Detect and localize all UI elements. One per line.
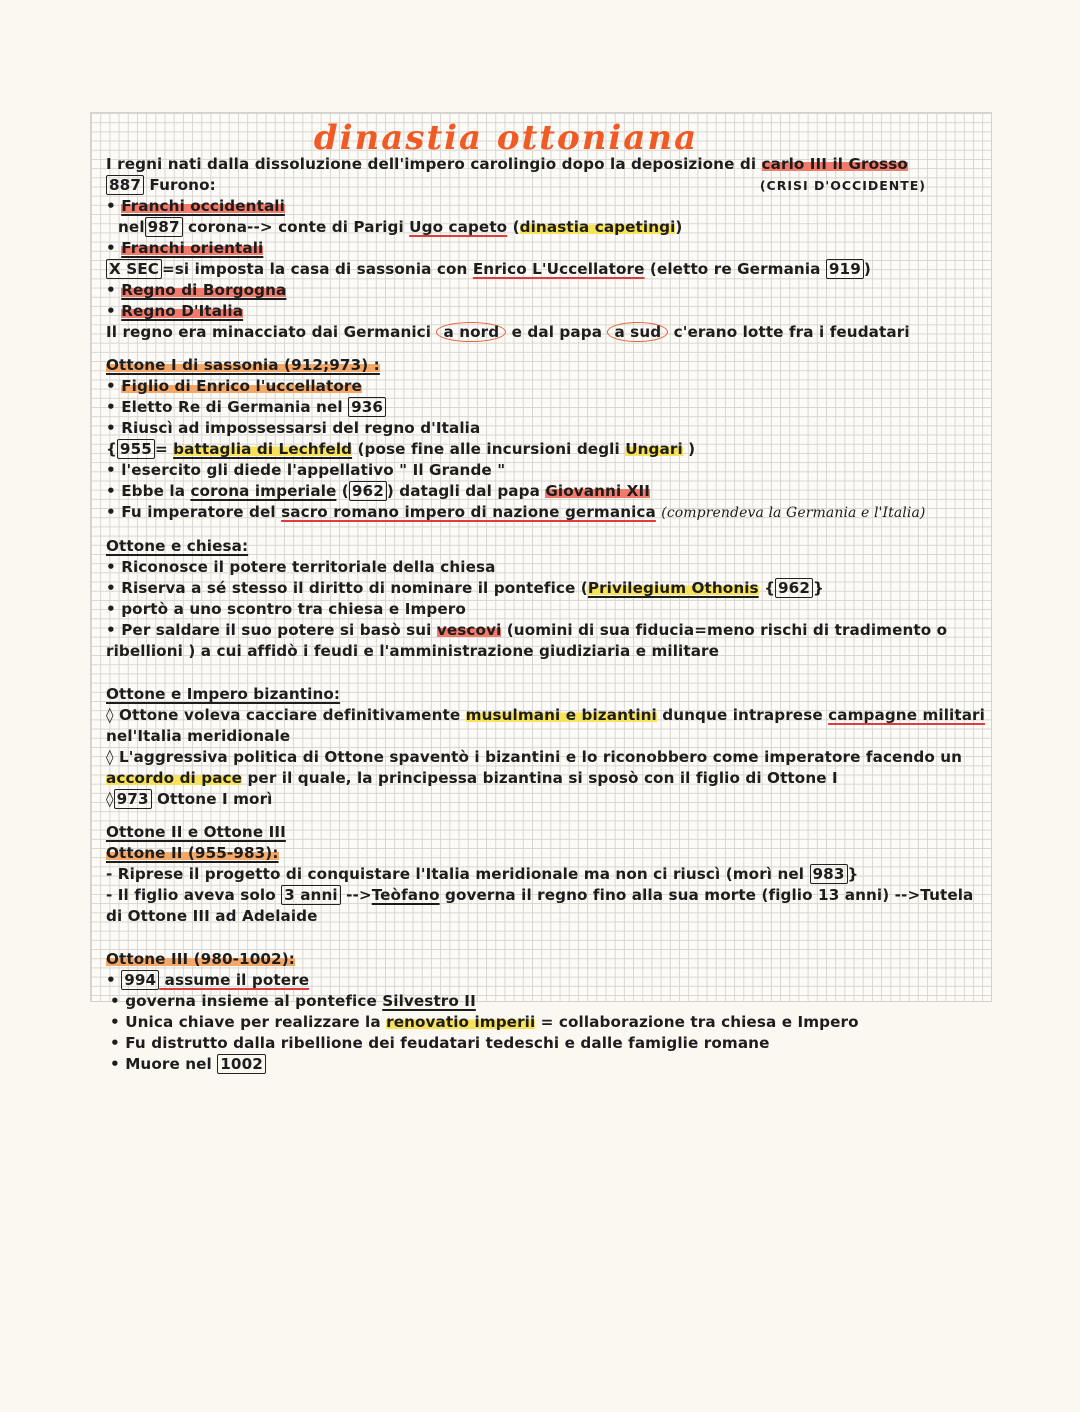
kingdom-1: • Franchi occidentali <box>106 197 285 215</box>
ottone-ii-sub: Ottone II (955-983): <box>106 844 279 862</box>
kingdom-1-detail: nel 987 corona--> conte di Parigi Ugo capeto (dinastia capetingi) <box>118 218 683 236</box>
fu-imperatore: Fu imperatore del <box>121 503 282 521</box>
governa-insieme: governa insieme al pontefice <box>125 992 383 1010</box>
section-ottone-i <box>106 355 986 524</box>
intro-furono: Furono: <box>144 176 216 194</box>
ottone-iii-b1: • 994 assume il potere <box>106 971 310 989</box>
riconosce: Riconosce il potere territoriale della chiesa <box>121 558 496 576</box>
ottone-ii-iii-heading: Ottone II e Ottone III <box>106 823 286 841</box>
year-994: 994 <box>121 970 159 990</box>
teofano: Teòfano <box>371 886 440 904</box>
bizantino-p1 <box>106 705 986 747</box>
year-955: 955 <box>117 439 155 459</box>
ebbe-la: Ebbe la <box>121 482 191 500</box>
notes-page <box>106 118 986 1075</box>
chiesa-heading: Ottone e chiesa: <box>106 537 249 555</box>
chiesa-b4: • Per saldare il suo potere si basò sui vescovi (uomini di sua fiducia=meno rischi di tradimento o ribellioni ) a cui affidò i feudi e l'amministrazione giudiziaria e militare <box>106 621 948 660</box>
pose-fine: (pose fine alle incursioni degli <box>352 440 626 458</box>
bizantino-p3 <box>106 789 986 810</box>
distrutto: Fu distrutto dalla ribellione dei feudatari tedeschi e dalle famiglie romane <box>125 1034 770 1052</box>
principessa: per il quale, la principessa bizantina si sposò con il figlio di Ottone I <box>242 769 838 787</box>
chiesa-b3: • portò a uno scontro tra chiesa e Impero <box>106 600 466 618</box>
franchi-orientali: Franchi orientali <box>121 239 264 257</box>
crisi-note: (CRISI D'OCCIDENTE) <box>759 178 926 193</box>
corona-imperiale: corona imperiale <box>190 482 337 500</box>
dunque: dunque intraprese <box>656 706 829 724</box>
intro-line-1 <box>106 154 986 175</box>
riserva: Riserva a sé stesso il diritto di nominare il pontefice ( <box>121 579 588 597</box>
kingdom-3: • Regno di Borgogna <box>106 281 287 299</box>
campagne-militari: campagne militari <box>828 706 985 724</box>
minacciato-text: Il regno era minacciato dai Germanici <box>106 323 437 341</box>
ugo-capeto: Ugo capeto <box>409 218 508 236</box>
ottone-i-b7: • Fu imperatore del sacro romano impero di nazione germanica (comprendeva la Germania e l'Italia) <box>106 503 926 521</box>
kingdom-2-detail: X SEC =si imposta la casa di sassonia con Enrico L'Uccellatore (eletto re Germania 919 ) <box>106 259 986 280</box>
riusci-text: Riuscì ad impossessarsi del regno d'Italia <box>121 419 481 437</box>
accordo-di-pace: accordo di pace <box>106 769 243 787</box>
ottone-i-b4: { 955 = battaglia di Lechfeld (pose fine alle incursioni degli Ungari ) <box>106 440 696 458</box>
tre-anni: 3 anni <box>281 885 341 905</box>
year-936: 936 <box>348 397 386 417</box>
intro-line-2 <box>106 175 986 196</box>
aggressiva: ◊ L'aggressiva politica di Ottone spaventò i bizantini e lo riconobbero come imperatore facendo un <box>106 748 963 766</box>
eq: = <box>154 440 174 458</box>
enrico-uccellatore: Enrico L'Uccellatore <box>472 260 645 278</box>
section-ottone-iii <box>106 949 986 1075</box>
ottone-iii-b4: • Fu distrutto dalla ribellione dei feudatari tedeschi e dalle famiglie romane <box>110 1034 770 1052</box>
eletto-text: Eletto Re di Germania nel <box>121 398 349 416</box>
figlio-aveva: - Il figlio aveva solo <box>106 886 282 904</box>
section-chiesa <box>106 536 986 662</box>
ottone-mori: Ottone I morì <box>151 790 273 808</box>
comprendeva-note: (comprendeva la Germania e l'Italia) <box>661 505 926 521</box>
ottone-i-b1: • Figlio di Enrico l'uccellatore <box>106 377 362 395</box>
year-962b: 962 <box>775 578 813 598</box>
year-983: 983 <box>810 864 848 884</box>
cacciare: ◊ Ottone voleva cacciare definitivamente <box>106 706 466 724</box>
ottone-i-b3: • Riuscì ad impossessarsi del regno d'Italia <box>106 419 481 437</box>
x-sec: X SEC <box>106 259 162 279</box>
saldare: Per saldare il suo potere si basò sui <box>121 621 437 639</box>
scontro: portò a uno scontro tra chiesa e Impero <box>121 600 466 618</box>
chiesa-b2: • Riserva a sé stesso il diritto di nominare il pontefice (Privilegium Othonis { 962 } <box>106 579 824 597</box>
year-1002: 1002 <box>217 1054 266 1074</box>
ottone-i-b6: • Ebbe la corona imperiale ( 962 ) datagli dal papa Giovanni XII <box>106 482 650 500</box>
regno-italia: Regno D'Italia <box>121 302 244 320</box>
ottone-iii-heading: Ottone III (980-1002): <box>106 950 295 968</box>
battaglia-lechfeld: battaglia di Lechfeld <box>173 440 353 458</box>
ottone-iii-b2: • governa insieme al pontefice Silvestro II <box>110 992 476 1010</box>
page-title: dinastia ottoniana <box>313 118 699 158</box>
arrow: --> <box>340 886 372 904</box>
k2-eletto: (eletto re Germania <box>644 260 826 278</box>
italia-meridionale: nel'Italia meridionale <box>106 727 291 745</box>
dinastia-capetingi: dinastia capetingi <box>519 218 676 236</box>
bizantino-heading: Ottone e Impero bizantino: <box>106 685 341 703</box>
k1-corona: corona--> conte di Parigi <box>182 218 410 236</box>
riprese: - Riprese il progetto di conquistare l'Italia meridionale ma non ci riuscì (morì nel <box>106 865 810 883</box>
diamond: ◊ <box>106 790 114 808</box>
franchi-occidentali: Franchi occidentali <box>121 197 285 215</box>
papa-text: e dal papa <box>506 323 608 341</box>
year-987: 987 <box>145 217 183 237</box>
uomini-fiducia: (uomini di sua fiducia=meno rischi di tradimento o ribellioni ) a cui affidò i feudi e l'amministrazione giudiziaria e militare <box>106 621 948 660</box>
collaborazione: = collaborazione tra chiesa e Impero <box>535 1013 859 1031</box>
regno-borgogna: Regno di Borgogna <box>121 281 287 299</box>
musulmani-bizantini: musulmani e bizantini <box>465 706 657 724</box>
close-paren: ) <box>682 440 696 458</box>
intro-last <box>106 322 986 343</box>
ottone-i-b5: • l'esercito gli diede l'appellativo " Il Grande " <box>106 461 506 479</box>
sacro-romano-impero: sacro romano impero di nazione germanica <box>281 503 656 521</box>
a-sud: a sud <box>607 322 668 342</box>
assume-potere: assume il potere <box>159 971 310 989</box>
section-bizantino <box>106 684 986 810</box>
ottone-ii-b2 <box>106 885 986 927</box>
governa-fino: governa il regno fino alla sua morte (figlio 13 anni) -->Tutela di Ottone III ad Adelaide <box>106 886 974 925</box>
vescovi: vescovi <box>436 621 502 639</box>
il-grande: l'esercito gli diede l'appellativo " Il Grande " <box>121 461 506 479</box>
ottone-i-heading: Ottone I di sassonia (912;973) : <box>106 356 380 374</box>
a-nord: a nord <box>436 322 506 342</box>
privilegium-othonis: Privilegium Othonis <box>587 579 759 597</box>
ottone-i-b2: • Eletto Re di Germania nel 936 <box>106 397 986 418</box>
unica-chiave: Unica chiave per realizzare la <box>125 1013 387 1031</box>
intro-text: I regni nati dalla dissoluzione dell'impero carolingio dopo la deposizione di <box>106 155 762 173</box>
year-973: 973 <box>114 789 152 809</box>
year-962: 962 <box>349 481 387 501</box>
ottone-iii-b3: • Unica chiave per realizzare la renovatio imperii = collaborazione tra chiesa e Impero <box>110 1013 859 1031</box>
datagli: datagli dal papa <box>393 482 546 500</box>
k1-nel: nel <box>118 218 145 236</box>
year-919: 919 <box>826 259 864 279</box>
ungari: Ungari <box>625 440 683 458</box>
carlo-grosso: carlo III il Grosso <box>761 155 908 173</box>
section-ottone-ii <box>106 822 986 927</box>
bizantino-p2 <box>106 747 986 789</box>
lotte-text: c'erano lotte fra i feudatari <box>668 323 910 341</box>
muore-nel: Muore nel <box>125 1055 218 1073</box>
ottone-ii-b1: - Riprese il progetto di conquistare l'Italia meridionale ma non ci riuscì (morì nel 983 } <box>106 865 859 883</box>
figlio-enrico: Figlio di Enrico l'uccellatore <box>121 377 362 395</box>
kingdom-4: • Regno D'Italia <box>106 302 244 320</box>
renovatio-imperii: renovatio imperii <box>386 1013 536 1031</box>
ottone-iii-b5: • Muore nel 1002 <box>106 1054 986 1075</box>
kingdom-2: • Franchi orientali <box>106 239 264 257</box>
giovanni-xii: Giovanni XII <box>545 482 650 500</box>
year-887: 887 <box>106 175 144 195</box>
chiesa-b1: • Riconosce il potere territoriale della chiesa <box>106 558 496 576</box>
k2-text: =si imposta la casa di sassonia con <box>161 260 473 278</box>
silvestro-ii: Silvestro II <box>382 992 476 1010</box>
